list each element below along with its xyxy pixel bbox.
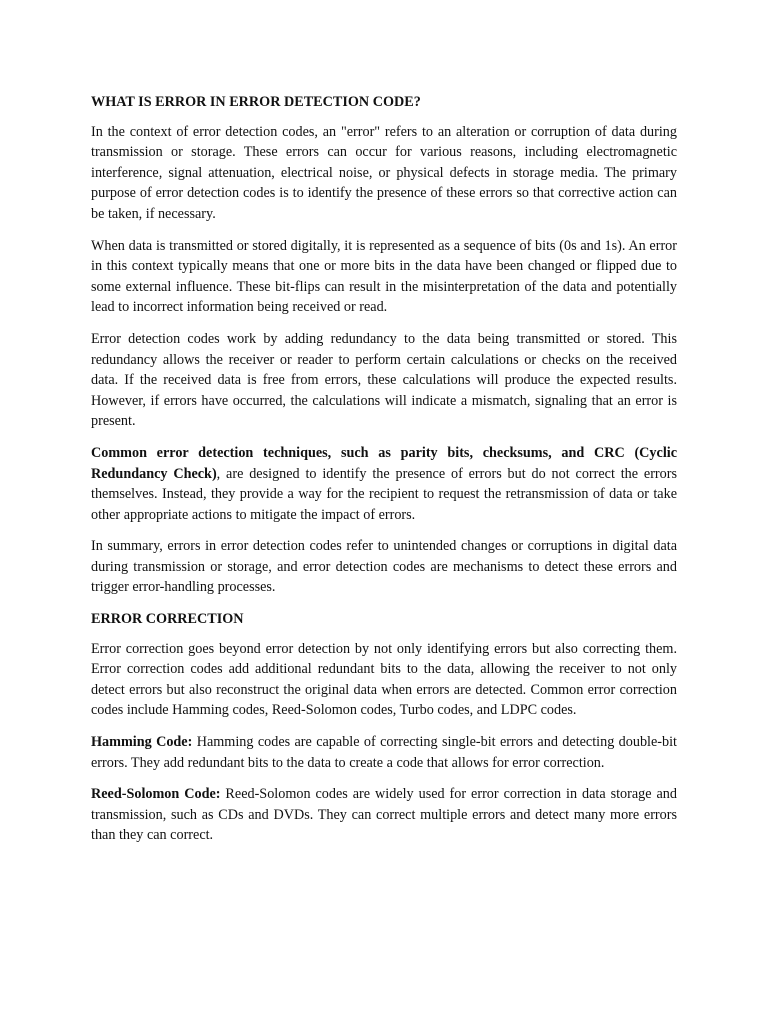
hamming-code-text: Hamming codes are capable of correcting single-bit errors and detecting double-bit errors. They add redundant bits to the data to create a code that allows for error correction. — [91, 734, 677, 771]
paragraph-detection-techniques — [91, 443, 677, 525]
reed-solomon-code-label: Reed-Solomon Code: — [91, 786, 221, 803]
hamming-code-label: Hamming Code: — [91, 734, 193, 751]
paragraph-error-definition: In the context of error detection codes, an "error" refers to an alteration or corruption of data during transmission or storage. These errors can occur for various reasons, including electromagnetic interference, signal attenuation, electrical noise, or physical defects in storage media. The primary purpose of error detection codes is to identify the presence of these errors so that corrective action can be taken, if necessary. — [91, 123, 677, 222]
paragraph-error-correction: Error correction goes beyond error detection by not only identifying errors but also correcting them. Error correction codes add additional redundant bits to the data, allowing the receiver to not only detect errors but also reconstruct the original data when errors are detected. Common error correction codes include Hamming codes, Reed-Solomon codes, Turbo codes, and LDPC codes. — [91, 640, 677, 719]
reed-solomon-code-text: Reed-Solomon codes are widely used for error correction in data storage and transmission, such as CDs and DVDs. They can correct multiple errors and detect many more errors than they can correct. — [91, 786, 677, 844]
heading-error-detection: WHAT IS ERROR IN ERROR DETECTION CODE? — [91, 94, 421, 110]
paragraph-summary: In summary, errors in error detection codes refer to unintended changes or corruptions in digital data during transmission or storage, and error detection codes are mechanisms to detect these errors and trigger error-handling processes. — [91, 538, 677, 596]
document-page — [91, 92, 677, 857]
paragraph-redundancy: Error detection codes work by adding redundancy to the data being transmitted or stored. This redundancy allows the receiver or reader to perform certain calculations or checks on the received data. If the received data is free from errors, these calculations will produce the expected results. However, if errors have occurred, the calculations will indicate a mismatch, signaling that an error is present. — [91, 330, 677, 430]
paragraph-hamming-code — [91, 732, 677, 773]
detection-techniques-bold: Common error detection techniques, such as parity bits, checksums, and CRC (Cyclic Redundancy Check) — [91, 444, 677, 482]
paragraph-reed-solomon-code — [91, 784, 677, 846]
paragraph-bit-flips: When data is transmitted or stored digitally, it is represented as a sequence of bits (0s and 1s). An error in this context typically means that one or more bits in the data have been changed or flipped due to some external influence. These bit-flips can result in the misinterpretation of the data and potentially lead to incorrect information being received or read. — [91, 237, 677, 316]
detection-techniques-text: , are designed to identify the presence of errors but do not correct the errors themselves. Instead, they provide a way for the recipient to request the retransmission of data or take other appropriate actions to mitigate the impact of errors. — [91, 465, 678, 523]
heading-error-correction: ERROR CORRECTION — [91, 611, 244, 628]
